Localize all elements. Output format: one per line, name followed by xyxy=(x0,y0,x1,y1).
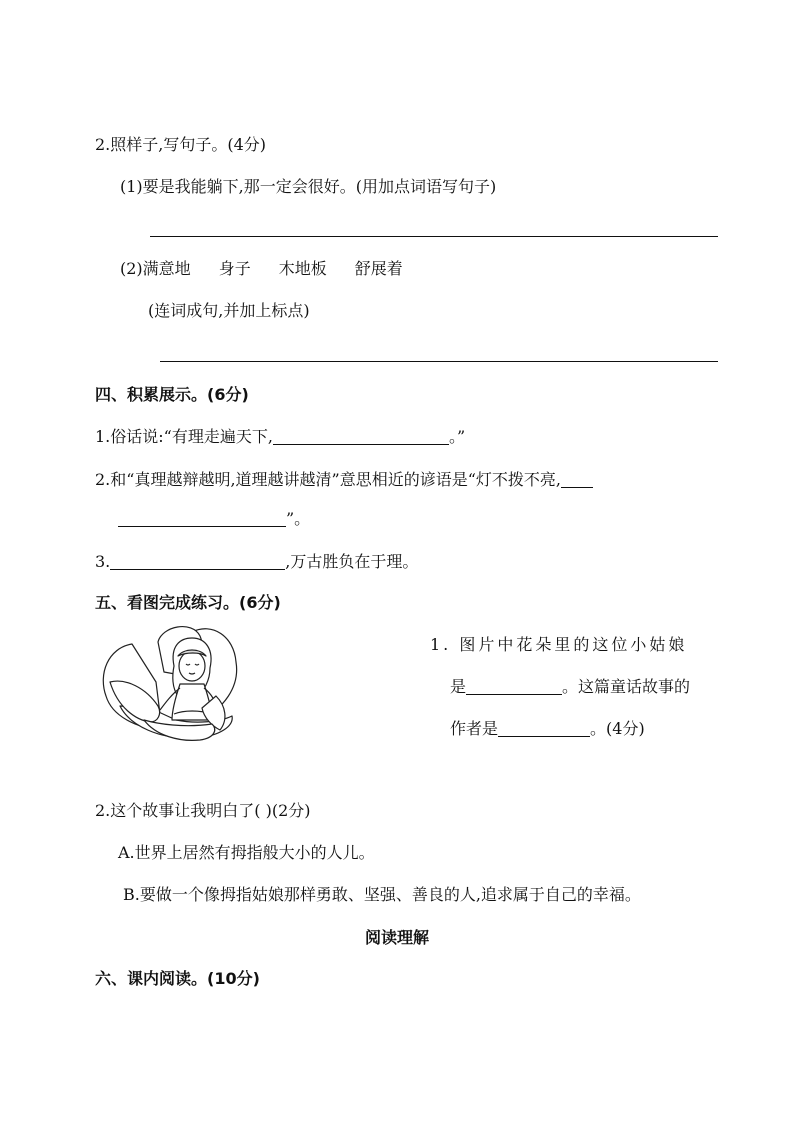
section-6-title: 六、课内阅读。(10分) xyxy=(95,969,260,988)
blank-5-1a[interactable] xyxy=(466,678,562,695)
answer-line-2-1[interactable] xyxy=(150,236,718,237)
q2-suffix: ”。 xyxy=(286,509,311,528)
section-4-q1 xyxy=(95,426,465,448)
question-2-item-2 xyxy=(120,258,403,280)
q1-line3-suffix: 。(4分) xyxy=(590,719,645,738)
q1-suffix: 。” xyxy=(448,427,466,446)
option-b[interactable]: B.要做一个像拇指姑娘那样勇敢、坚强、善良的人,追求属于自己的幸福。 xyxy=(123,885,641,904)
item-2-label: (2) xyxy=(120,259,143,278)
section-5-q2: 2.这个故事让我明白了( )(2分) xyxy=(95,801,311,820)
question-2-item-1: (1)要是我能躺下,那一定会很好。(用加点词语写句子) xyxy=(120,177,497,196)
q1-prefix: 1.俗话说:“有理走遍天下, xyxy=(95,427,273,446)
word-3: 木地板 xyxy=(278,259,327,278)
q1-line2-prefix: 是 xyxy=(450,677,467,696)
reading-comprehension-header: 阅读理解 xyxy=(364,928,429,947)
word-1: 满意地 xyxy=(142,259,191,278)
section-5-q1-line-3 xyxy=(450,718,645,740)
section-4-title: 四、积累展示。(6分) xyxy=(95,385,249,404)
q1-line3-prefix: 作者是 xyxy=(450,719,499,738)
blank-5-1b[interactable] xyxy=(498,720,590,737)
blank-4-2b[interactable] xyxy=(118,510,286,527)
q1-line2-suffix: 。这篇童话故事的 xyxy=(562,677,691,696)
blank-4-1[interactable] xyxy=(273,428,449,445)
section-5-q1-line-2 xyxy=(450,676,690,698)
word-4: 舒展着 xyxy=(354,259,403,278)
section-4-q2-continued xyxy=(118,508,310,530)
blank-4-3[interactable] xyxy=(110,553,285,570)
option-a[interactable]: A.世界上居然有拇指般大小的人儿。 xyxy=(118,843,375,862)
word-2: 身子 xyxy=(218,259,251,278)
question-2-item-2-instruction: (连词成句,并加上标点) xyxy=(148,301,310,320)
question-2-title: 2.照样子,写句子。(4分) xyxy=(95,135,267,154)
answer-line-2-2[interactable] xyxy=(160,361,718,362)
section-4-q3 xyxy=(95,551,418,573)
blank-4-2a[interactable] xyxy=(561,471,593,488)
thumbelina-flower-illustration xyxy=(100,622,245,746)
section-5-title: 五、看图完成练习。(6分) xyxy=(95,593,281,612)
q3-suffix: ,万古胜负在于理。 xyxy=(285,552,419,571)
q2-text: 2.和“真理越辩越明,道理越讲越清”意思相近的谚语是“灯不拨不亮, xyxy=(95,470,561,489)
section-5-q1-line-1: 1. 图片中花朵里的这位小姑娘 xyxy=(430,635,688,654)
q3-prefix: 3. xyxy=(95,552,111,571)
section-4-q2 xyxy=(95,469,593,491)
